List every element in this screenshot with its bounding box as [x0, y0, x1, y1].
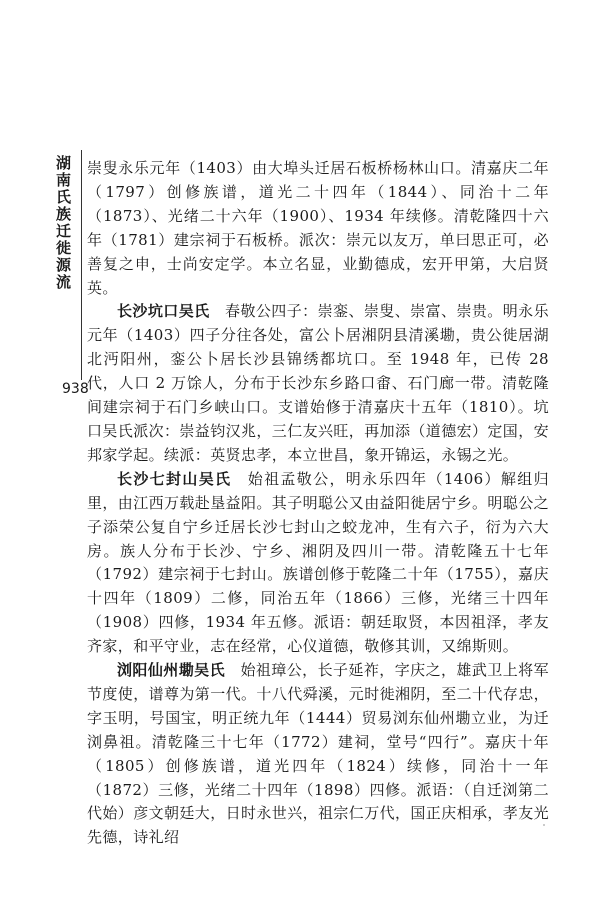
paragraph-changsha-qifengshan	[87, 468, 549, 659]
paragraph-changsha-kengkou	[87, 300, 549, 467]
clan-heading: 浏阳仙州墈吴氏	[117, 661, 225, 680]
paragraph-liuyang-xianzhoukan	[87, 659, 549, 850]
clan-heading: 长沙坑口吴氏	[117, 302, 210, 321]
paragraph-text: 始祖璋公，长子延祚，字庆之，雄武卫上将军节度使，谱尊为第一代。十八代舜溪，元时徙湘阴，至二十代存忠，字玉明，号国宝，明正统九年（1444）贸易浏东仙州墈立业，为迁浏鼻祖。清乾隆三十七年（1772）建祠，堂号“四行”。嘉庆十年（1805）创修族谱，道光四年（1824）续修，同治十一年（1872）三修，光绪二十四年（1898）四修。派语：（自迁浏第二代始）彦文朝廷大，日时永世兴，祖宗仁万代，国正庆相承，孝友光先德，诗礼绍	[87, 661, 550, 847]
margin-rule	[81, 150, 82, 380]
running-book-title: 湖南氏族迁徙源流	[56, 154, 72, 291]
paragraph-text: 春敬公四子：崇銮、崇叟、崇富、崇贵。明永乐元年（1403）四子分往各处，富公卜居湘阴县清溪墈，贵公徙居湖北沔阳州，銮公卜居长沙县锦绣都坑口。至 1948 年，已传 28 代，人口 2 万馀人，分布于长沙东乡路口畬、石门廊一带。清乾隆间建宗祠于石门乡峡山口。支谱始修于清嘉庆十五年（1810）。坑口吴氏派次：崇益钧汉兆，三仁友兴旺，再加添（道德宏）定国，安邦家学起。续派：英贤忠孝，本立世昌，象开锦运，永锡之光。	[87, 302, 550, 464]
clan-heading: 长沙七封山吴氏	[117, 469, 232, 488]
paragraph-text: 崇叟永乐元年（1403）由大埠头迁居石板桥杨林山口。清嘉庆二年（1797）创修族谱，道光二十四年（1844）、同治十二年（1873）、光绪二十六年（1900）、1934 年续修。清乾隆四十六年（1781）建宗祠于石板桥。派次：崇元以友万，单曰思正可，必善复之申，士尚安定学。本立名显，业勤德成，宏开甲第，大启贤英。	[87, 159, 549, 297]
page-number: 938	[62, 381, 89, 397]
paragraph-text: 始祖孟敬公，明永乐四年（1406）解组归里，由江西万载赴垦益阳。其子明聪公又由益阳徙居宁乡。明聪公之子添荣公复自宁乡迁居长沙七封山之蛟龙冲，生有六子，衍为六大房。族人分布于长沙、宁乡、湘阴及四川一带。清乾隆五十七年（1792）建宗祠于七封山。族谱创修于乾隆二十年（1755），嘉庆十四年（1809）二修，同治五年（1866）三修，光绪三十四年（1908）四修，1934 年五修。派语：朝廷取贤，本因祖泽，孝友齐家，和平守业，志在经常，心仪道德，敬修其训，又绵斯则。	[87, 469, 550, 656]
paragraph-continuation	[87, 157, 549, 300]
scan-speck	[543, 824, 545, 826]
body-text	[87, 157, 549, 850]
